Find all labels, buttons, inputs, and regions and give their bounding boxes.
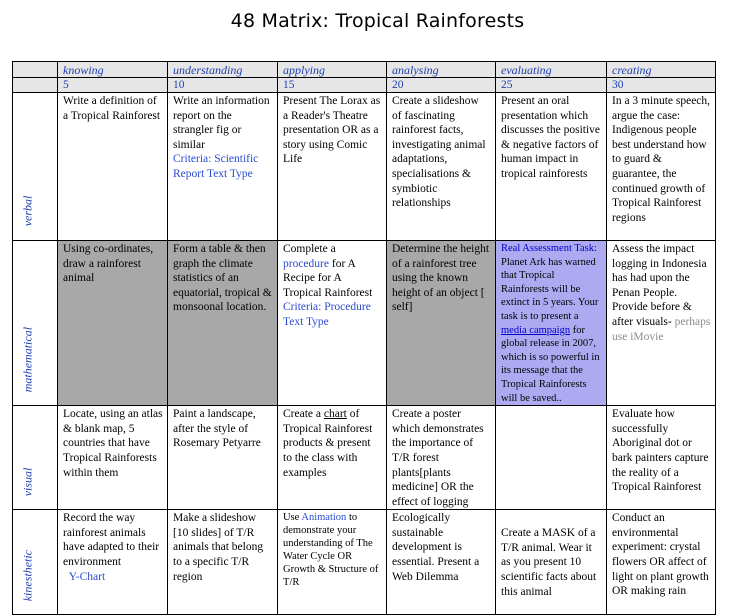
media-campaign-link[interactable]: media campaign (501, 324, 571, 336)
page-title: 48 Matrix: Tropical Rainforests (230, 10, 525, 32)
kinesthetic-analysing-cell: Ecologically sustainable development is essential. Present a Web Dilemma (387, 510, 496, 615)
points-evaluating: 25 (496, 78, 607, 93)
verbal-understanding-criteria: Criteria: Scientific Report Text Type (173, 153, 259, 180)
header-corner (13, 62, 58, 78)
level-understanding: understanding (168, 62, 278, 78)
row-label-kinesthetic: kinesthetic (13, 510, 58, 615)
procedure-link[interactable]: procedure (283, 257, 329, 270)
visual-knowing-cell: Locate, using an atlas & blank map, 5 countries that have Tropical Rainforests within them (58, 406, 168, 510)
visual-evaluating-cell (496, 406, 607, 510)
verbal-creating-cell: In a 3 minute speech, argue the case: Indigenous people best understand how to guard & guarantee, the continued growth of Tropical Rainforest regions (607, 93, 716, 241)
mathematical-applying-criteria: Criteria: Procedure Text Type (283, 301, 371, 328)
mathematical-applying-cell: Complete a procedure for A Recipe for A Tropical Rainforest Criteria: Procedure Text Type (278, 241, 387, 406)
level-creating: creating (607, 62, 716, 78)
header-row-points (13, 78, 716, 93)
points-analysing: 20 (387, 78, 496, 93)
verbal-knowing-cell: Write a definition of a Tropical Rainforest (58, 93, 168, 241)
points-applying: 15 (278, 78, 387, 93)
row-label-mathematical: mathematical (13, 241, 58, 406)
kinesthetic-understanding-cell: Make a slideshow [10 slides] of T/R animals that belong to a specific T/R region (168, 510, 278, 615)
visual-applying-cell: Create a chart of Tropical Rainforest products & present to the class with examples (278, 406, 387, 510)
row-label-verbal: verbal (13, 93, 58, 241)
row-label-visual: visual (13, 406, 58, 510)
mathematical-analysing-cell: Determine the height of a rainforest tree using the known height of an object [ self] (387, 241, 496, 406)
points-understanding: 10 (168, 78, 278, 93)
mathematical-creating-cell: Assess the impact logging in Indonesia has had upon the Penan People. Provide before & after visuals- perhaps use iMovie (607, 241, 716, 406)
chart-link[interactable]: chart (323, 408, 347, 421)
kinesthetic-creating-cell: Conduct an environmental experiment: crystal flowers OR affect of light on plant growth OR making rain (607, 510, 716, 615)
real-assessment-task-label: Real Assessment Task: (501, 243, 597, 254)
header-row-levels (13, 62, 716, 78)
verbal-analysing-cell: Create a slideshow of fascinating rainforest facts, investigating animal adaptations, specialisations & symbiotic relationships (387, 93, 496, 241)
level-analysing: analysing (387, 62, 496, 78)
mathematical-knowing-cell: Using co-ordinates, draw a rainforest animal (58, 241, 168, 406)
verbal-understanding-cell: Write an information report on the strangler fig or similar Criteria: Scientific Report Text Type (168, 93, 278, 241)
level-evaluating: evaluating (496, 62, 607, 78)
kinesthetic-applying-cell: Use Animation to demonstrate your understanding of The Water Cycle OR Growth & Structure of T/R (278, 510, 387, 615)
animation-link[interactable]: Animation (301, 512, 347, 524)
header-corner-points (13, 78, 58, 93)
visual-understanding-cell: Paint a landscape, after the style of Rosemary Petyarre (168, 406, 278, 510)
row-visual (13, 406, 716, 510)
level-applying: applying (278, 62, 387, 78)
kinesthetic-evaluating-cell: Create a MASK of a T/R animal. Wear it as you present 10 scientific facts about this animal (496, 510, 607, 615)
row-mathematical (13, 241, 716, 406)
level-knowing: knowing (58, 62, 168, 78)
verbal-evaluating-cell: Present an oral presentation which discusses the positive & negative factors of human impact in tropical rainforests (496, 93, 607, 241)
matrix-table (12, 61, 716, 615)
points-creating: 30 (607, 78, 716, 93)
row-verbal (13, 93, 716, 241)
kinesthetic-knowing-cell: Record the way rainforest animals have adapted to their environment Y-Chart (58, 510, 168, 615)
mathematical-understanding-cell: Form a table & then graph the climate statistics of an equatorial, tropical & monsoonal location. (168, 241, 278, 406)
visual-analysing-cell: Create a poster which demonstrates the importance of T/R forest plants[plants medicine] OR the effect of logging (387, 406, 496, 510)
mathematical-evaluating-cell: Real Assessment Task: Planet Ark has warned that Tropical Rainforests will be extinct in 5 years. Your task is to present a media campaign for global release in 2007, which is so powerful in its message that the Tropical Rainforests will be saved.. (496, 241, 607, 406)
visual-creating-cell: Evaluate how successfully Aboriginal dot or bark painters capture the reality of a Tropical Rainforest (607, 406, 716, 510)
row-kinesthetic (13, 510, 716, 615)
y-chart-link[interactable]: Y-Chart (68, 570, 106, 583)
points-knowing: 5 (58, 78, 168, 93)
verbal-applying-cell: Present The Lorax as a Reader's Theatre presentation OR as a story using Comic Life (278, 93, 387, 241)
